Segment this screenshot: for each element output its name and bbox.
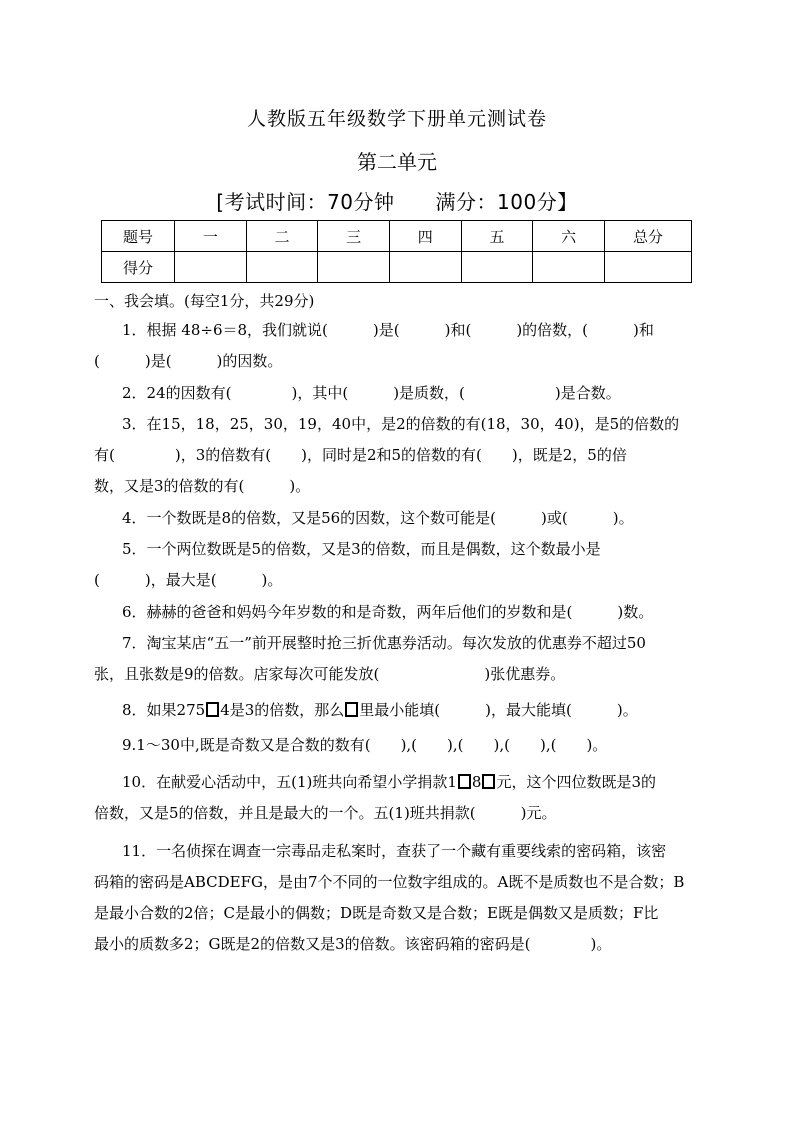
blank-box bbox=[206, 702, 219, 717]
question-5 bbox=[94, 534, 700, 596]
table-cell: 二 bbox=[246, 221, 318, 252]
question-text: ( )是( )的因数。 bbox=[94, 352, 283, 370]
table-cell: 五 bbox=[461, 221, 533, 252]
score-field[interactable] bbox=[175, 252, 247, 283]
score-field[interactable] bbox=[389, 252, 461, 283]
question-text: 数，又是3的倍数的有( )。 bbox=[94, 477, 311, 495]
score-field[interactable] bbox=[318, 252, 390, 283]
question-text: 4是3的倍数，那么 bbox=[220, 701, 345, 719]
table-cell: 得分 bbox=[102, 252, 175, 283]
question-text: 10．在献爱心活动中，五(1)班共向希望小学捐款1 bbox=[122, 773, 457, 791]
question-text: 2．24的因数有( )，其中( )是质数，( )是合数。 bbox=[122, 384, 621, 402]
score-field[interactable] bbox=[605, 252, 692, 283]
table-row bbox=[102, 221, 692, 252]
question-text: 张，且张数是9的倍数。店家每次可能发放( )张优惠券。 bbox=[94, 665, 566, 683]
table-cell: 四 bbox=[389, 221, 461, 252]
question-10 bbox=[94, 767, 700, 829]
exam-info: [考试时间：70分钟 满分：100分】 bbox=[216, 190, 578, 214]
question-text: 11．一名侦探在调查一宗毒品走私案时，查获了一个藏有重要线索的密码箱，该密 bbox=[122, 842, 667, 860]
question-text: 7．淘宝某店“五一”前开展整时抢三折优惠券活动。每次发放的优惠券不超过50 bbox=[122, 634, 646, 652]
question-text: 倍数，又是5的倍数，并且是最大的一个。五(1)班共捐款( )元。 bbox=[94, 804, 557, 822]
score-field[interactable] bbox=[533, 252, 605, 283]
question-text: 8 bbox=[471, 773, 482, 791]
question-text: 3．在15，18，25，30，19，40中，是2的倍数的有(18，30，40)，是5的倍数的 bbox=[122, 415, 680, 433]
score-field[interactable] bbox=[461, 252, 533, 283]
question-8 bbox=[94, 695, 700, 726]
question-7 bbox=[94, 628, 700, 690]
question-text: 元，这个四位数既是3的 bbox=[496, 773, 656, 791]
blank-box bbox=[482, 774, 495, 789]
section-heading: 一、我会填。(每空1分，共29分) bbox=[94, 292, 315, 310]
question-text: 8．如果275 bbox=[122, 701, 206, 719]
question-4 bbox=[94, 503, 700, 534]
table-cell: 一 bbox=[175, 221, 247, 252]
question-text: 6．赫赫的爸爸和妈妈今年岁数的和是奇数，两年后他们的岁数和是( )数。 bbox=[122, 603, 654, 621]
score-field[interactable] bbox=[246, 252, 318, 283]
question-text: ( )，最大是( )。 bbox=[94, 571, 283, 589]
question-text: 是最小合数的2倍；C是最小的偶数；D既是奇数又是合数；E既是偶数又是质数；F比 bbox=[94, 904, 659, 922]
question-11 bbox=[94, 836, 700, 960]
question-9 bbox=[94, 730, 700, 761]
blank-box bbox=[345, 702, 358, 717]
score-table bbox=[101, 220, 692, 283]
question-3 bbox=[94, 409, 700, 502]
question-text: 最小的质数多2；G既是2的倍数又是3的倍数。该密码箱的密码是( )。 bbox=[94, 935, 612, 953]
table-row bbox=[102, 252, 692, 283]
table-cell: 六 bbox=[533, 221, 605, 252]
paper-title: 人教版五年级数学下册单元测试卷 bbox=[246, 108, 547, 130]
blank-box bbox=[458, 774, 471, 789]
question-2 bbox=[94, 378, 700, 409]
unit-title: 第二单元 bbox=[357, 150, 437, 174]
question-6 bbox=[94, 597, 700, 628]
question-text: 码箱的密码是ABCDEFG，是由7个不同的一位数字组成的。A既不是质数也不是合数；B bbox=[94, 873, 685, 891]
question-text: 里最小能填( )，最大能填( )。 bbox=[359, 701, 638, 719]
table-cell: 题号 bbox=[102, 221, 175, 252]
question-text: 有( )，3的倍数有( )，同时是2和5的倍数的有( )，既是2，5的倍 bbox=[94, 446, 627, 464]
question-text: 4．一个数既是8的倍数，又是56的因数，这个数可能是( )或( )。 bbox=[122, 509, 634, 527]
question-1 bbox=[94, 315, 700, 377]
table-cell: 三 bbox=[318, 221, 390, 252]
question-text: 5．一个两位数既是5的倍数，又是3的倍数，而且是偶数，这个数最小是 bbox=[122, 540, 601, 558]
table-cell: 总分 bbox=[605, 221, 692, 252]
question-text: 1．根据 48÷6＝8，我们就说( )是( )和( )的倍数，( )和 bbox=[122, 321, 654, 339]
question-text: 9.1～30中,既是奇数又是合数的数有( ),( ),( ),( ),( )。 bbox=[122, 736, 608, 754]
